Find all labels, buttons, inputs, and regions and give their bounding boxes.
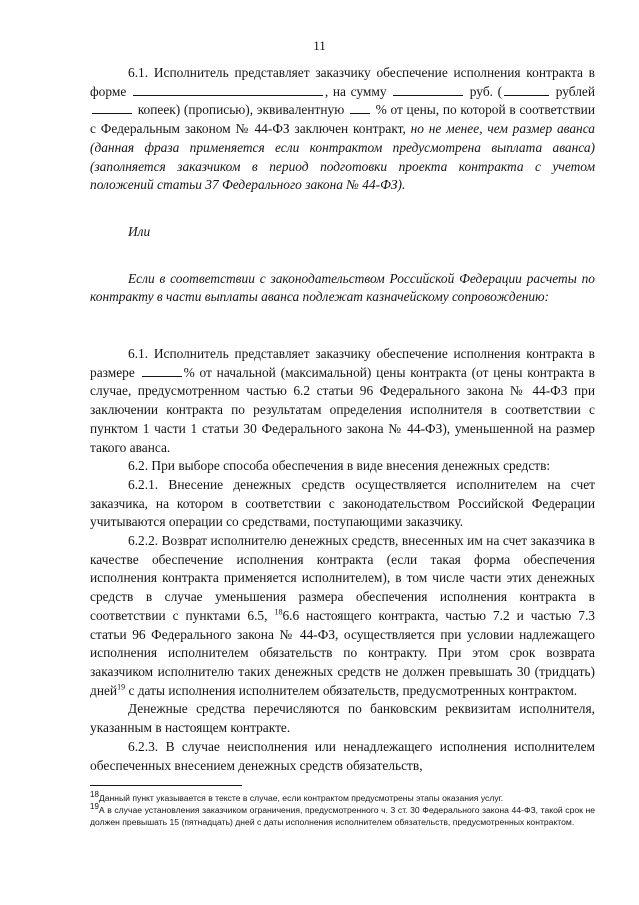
text-p5-c: с даты исполнения исполнителем обязательств, предусмотренных контрактом.: [128, 682, 578, 698]
text-p1-d: рублей: [555, 83, 595, 99]
footnote-ref-19[interactable]: 19: [117, 682, 126, 692]
footnote-ref-18[interactable]: 18: [274, 607, 283, 617]
blank-amount: [393, 83, 463, 96]
text-p1-b: , на сумму: [324, 83, 387, 99]
footnote-text: Данный пункт указывается в тексте в случае, если контрактом предусмотрены этапы оказания услуг.: [98, 793, 504, 803]
text-p5-a: 6.2.2. Возврат исполнителю денежных средств, внесенных им на счет заказчика в качестве обеспечение исполнения контракта (если такая форма обеспечения исполнения контракта применяется исполнителем), в том числе части этих денежных средств в случае уменьшения размера обеспечения исполнения контракта в соответствии с пунктами 6.5,: [90, 533, 595, 623]
blank-percent-size: [142, 364, 182, 377]
blank-form: [133, 83, 323, 96]
text-p1-a: 6.1. Исполнитель представляет заказчику обеспечение исполнения контракта в форме: [90, 65, 595, 99]
or-label: Или: [128, 223, 151, 239]
paragraph-6-1-alt: [90, 345, 595, 457]
text-p2-a: 6.1. Исполнитель представляет заказчику обеспечение исполнения контракта в размере: [90, 346, 595, 380]
paragraph-6-2-3: 6.2.3. В случае неисполнения или ненадлежащего исполнения исполнителем обеспеченных внесением денежных средств обязательств,: [90, 738, 595, 773]
blank-kopecks: [92, 101, 132, 114]
footnote-separator: [90, 785, 242, 786]
text-p1-e: копеек) (прописью), эквивалентную: [137, 102, 345, 118]
footnote-18: [90, 792, 595, 804]
document-body: [90, 64, 595, 775]
text-p5-b: 6.6 настоящего контракта, частью 7.2 и частью 7.3 статьи 96 Федерального закона № 44-ФЗ, осуществляется при условии надлежащего исполнения исполнителем обязательств по контракту. При этом срок возврата заказчиком исполнителю таких денежных средств не должен превышать 30 (тридцать) дней: [90, 607, 595, 698]
text-p1-italic: но не менее, чем размер аванса (данная фраза применяется если контрактом предусмотрена выплата аванса) (заполняется заказчиком в период подготовки проекта контракта с учетом положений статьи 37 Федерального закона № 44-ФЗ).: [90, 121, 595, 193]
paragraph-6-2: 6.2. При выборе способа обеспечения в виде внесения денежных средств:: [128, 458, 551, 474]
text-p1-f: % от цены, по которой в соответствии с Федеральным законом № 44-ФЗ заключен контракт,: [90, 102, 595, 137]
paragraph-6-2-1: 6.2.1. Внесение денежных средств осуществляется исполнителем на счет заказчика, на котором в соответствии с законодательством Российской Федерации учитываются операции со средствами, поступающими заказчику.: [90, 476, 595, 530]
text-p1-c: руб. (: [469, 83, 503, 99]
footnote-mark: 19: [90, 802, 99, 812]
treasury-intro: Если в соответствии с законодательством Российской Федерации расчеты по контракту в части выплаты аванса подлежат казначейскому сопровождению:: [90, 270, 595, 305]
text-p2-b: % от начальной (максимальной) цены контракта (от цены контракта в случае, предусмотренном частью 6.2 статьи 96 Федерального закона № 44-ФЗ при заключении контракта по результатам определения исполнителя в соответствии с пунктом 1 части 1 статьи 30 Федерального закона № 44-ФЗ), уменьшенной на размер такого аванса.: [90, 364, 595, 455]
blank-percent: [350, 101, 370, 114]
page-number: 11: [313, 38, 326, 53]
blank-rubles: [504, 83, 549, 96]
footnotes: [90, 792, 595, 829]
paragraph-6-2-2: [90, 532, 595, 700]
footnote-text: А в случае установления заказчиком ограничения, предусмотренного ч. 3 ст. 30 Федерального закона 44-ФЗ, такой срок не должен превышать 15 (пятнадцать) дней с даты исполнения исполнителем обязательств, предусмотренных контрактом.: [90, 805, 595, 828]
footnote-19: [90, 804, 595, 828]
paragraph-bank-details: Денежные средства перечисляются по банковским реквизитам исполнителя, указанным в настоящем контракте.: [90, 701, 595, 736]
paragraph-6-1-security: [90, 64, 595, 195]
footnote-mark: 18: [90, 790, 99, 800]
